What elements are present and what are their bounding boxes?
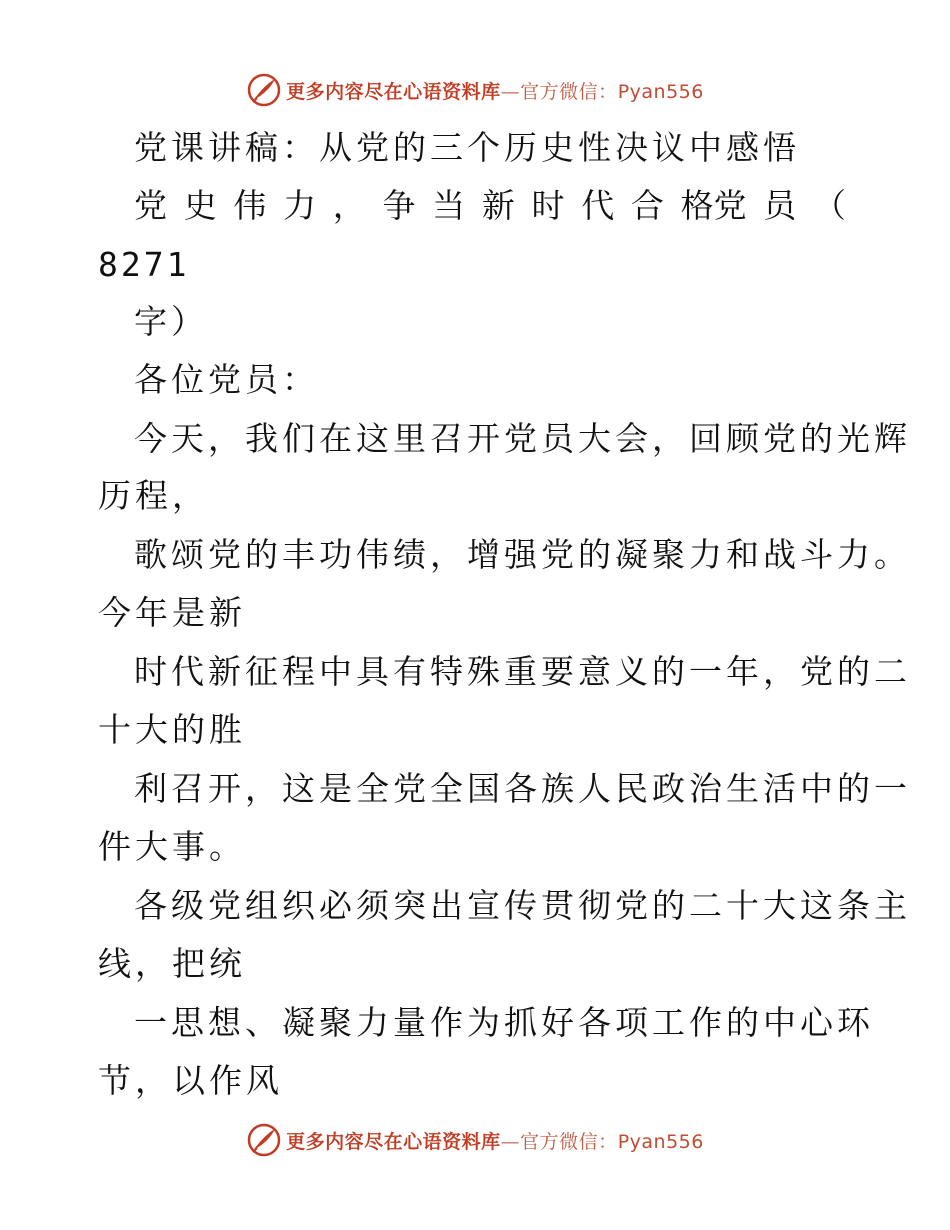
title-char: 代 xyxy=(581,186,615,225)
footer-wechat-handle: Pyan556 xyxy=(617,1130,704,1153)
header-dash: — xyxy=(500,80,521,103)
paragraph-3-line-b: 十大的胜 xyxy=(98,710,246,749)
paragraph-5-line-b: 线，把统 xyxy=(98,944,246,983)
paragraph-4-line-b: 件大事。 xyxy=(98,827,246,866)
paragraph-1-line-b: 历程， xyxy=(98,476,209,515)
title-char: 史 xyxy=(183,186,217,225)
paragraph-5-line-a: 各级党组织必须突出宣传贯彻党的二十大这条主 xyxy=(134,886,911,925)
paragraph-2-line-a: 歌颂党的丰功伟绩，增强党的凝聚力和战斗力。 xyxy=(134,535,911,574)
footer-site-text: 更多内容尽在心语资料库 xyxy=(286,1130,501,1153)
title-char: ， xyxy=(332,186,366,225)
title-char: 伟 xyxy=(233,186,267,225)
footer-watermark-banner xyxy=(0,1118,950,1162)
title-char: 时 xyxy=(531,186,565,225)
paragraph-6-line-a: 一思想、凝聚力量作为抓好各项工作的中心环 xyxy=(134,1003,874,1042)
title-char: 新 xyxy=(481,186,515,225)
footer-wechat-label: 官方微信： xyxy=(520,1130,618,1153)
title-line-2 xyxy=(134,186,846,226)
footer-dash: — xyxy=(500,1130,521,1153)
title-char: 党 xyxy=(134,186,167,225)
paragraph-6-line-b: 节，以作风 xyxy=(98,1061,283,1100)
paragraph-2-line-b: 今年是新 xyxy=(98,593,246,632)
footer-watermark-text xyxy=(286,1127,704,1154)
title-line-3-wordcount: 8271 xyxy=(98,245,190,284)
paragraph-1-line-a: 今天，我们在这里召开党员大会，回顾党的光辉 xyxy=(134,419,911,458)
title-char: 员 xyxy=(763,186,797,225)
salutation: 各位党员： xyxy=(134,360,319,399)
title-char: 格党 xyxy=(680,186,747,225)
header-watermark-banner xyxy=(0,68,950,112)
quill-logo-icon xyxy=(246,1122,282,1158)
title-line-4: 字） xyxy=(134,302,208,341)
title-char: 合 xyxy=(630,186,664,225)
header-wechat-label: 官方微信： xyxy=(520,80,618,103)
paragraph-3-line-a: 时代新征程中具有特殊重要意义的一年，党的二 xyxy=(134,652,911,691)
paragraph-4-line-a: 利召开，这是全党全国各族人民政治生活中的一 xyxy=(134,769,911,808)
title-char: （ xyxy=(812,186,846,225)
header-watermark-text xyxy=(286,77,704,104)
title-char: 争 xyxy=(382,186,416,225)
title-char: 当 xyxy=(432,186,466,225)
title-char: 力 xyxy=(283,186,317,225)
title-line-1: 党课讲稿：从党的三个历史性决议中感悟 xyxy=(134,128,800,167)
header-site-text: 更多内容尽在心语资料库 xyxy=(286,80,501,103)
header-wechat-handle: Pyan556 xyxy=(617,80,704,103)
quill-logo-icon xyxy=(246,72,282,108)
